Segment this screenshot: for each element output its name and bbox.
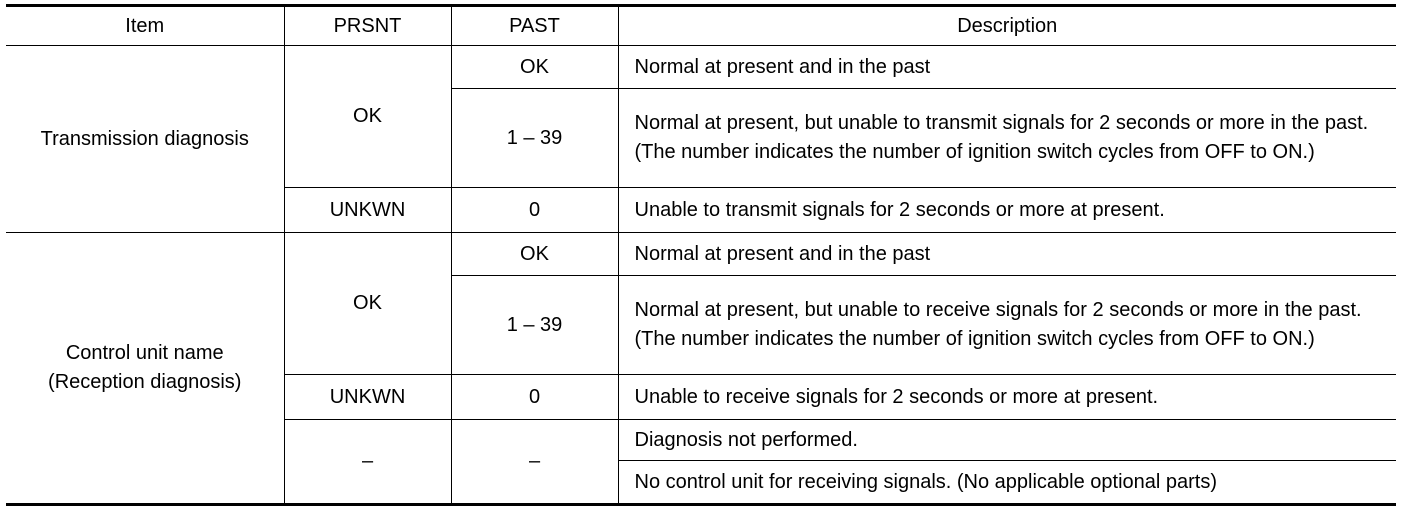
past-cell: OK [451, 233, 618, 276]
description-cell: No control unit for receiving signals. (No applicable optional parts) [618, 461, 1396, 505]
prsnt-cell: – [284, 420, 451, 505]
table-header [6, 6, 1396, 46]
header-description: Description [618, 6, 1396, 46]
description-cell: Unable to transmit signals for 2 seconds or more at present. [618, 188, 1396, 233]
prsnt-cell: UNKWN [284, 188, 451, 233]
past-cell: OK [451, 46, 618, 89]
description-cell: Normal at present and in the past [634, 55, 931, 78]
description-cell: Normal at present and in the past [618, 233, 1396, 276]
past-cell: – [451, 420, 618, 505]
prsnt-cell: OK [284, 233, 451, 375]
item-transmission-diagnosis: Transmission diagnosis [6, 46, 284, 233]
header-prsnt: PRSNT [284, 6, 451, 46]
table-row [6, 233, 1396, 276]
item-label-line2: (Reception diagnosis) [48, 371, 242, 393]
description-cell: Diagnosis not performed. [618, 420, 1396, 461]
description-cell: Normal at present, but unable to receive signals for 2 seconds or more in the past. (The number indicates the number of ignition switch cycles from OFF to ON.) [618, 276, 1396, 375]
past-cell: 0 [451, 188, 618, 233]
description-cell: Normal at present, but unable to transmit signals for 2 seconds or more in the past. (The number indicates the number of ignition switch cycles from OFF to ON.) [618, 89, 1396, 188]
past-cell: 1 – 39 [451, 89, 618, 188]
item-label-line1: Control unit name [65, 342, 224, 364]
description-cell: Unable to receive signals for 2 seconds or more at present. [618, 375, 1396, 420]
table-row [6, 46, 1396, 89]
header-past: PAST [451, 6, 618, 46]
prsnt-cell: OK [284, 46, 451, 188]
header-item: Item [6, 6, 284, 46]
diagnosis-table [6, 4, 1396, 506]
item-control-unit-name [6, 233, 284, 505]
past-cell: 0 [451, 375, 618, 420]
prsnt-cell: UNKWN [284, 375, 451, 420]
past-cell: 1 – 39 [451, 276, 618, 375]
